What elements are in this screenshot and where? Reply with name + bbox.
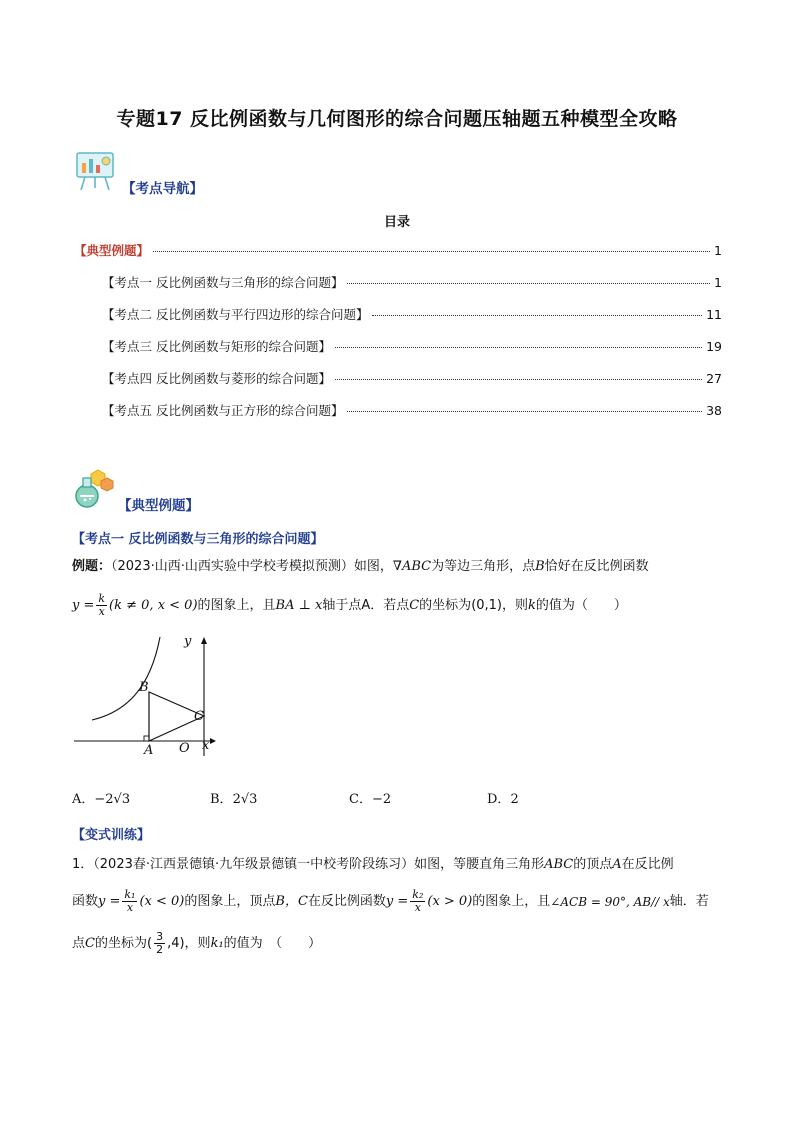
- right-angle-mark: [144, 736, 149, 741]
- example-coord: (0,1): [471, 597, 503, 613]
- option-letter: A．: [72, 792, 95, 807]
- q1-text: 轴．若: [669, 893, 709, 909]
- q1-text: 的顶点: [573, 857, 613, 872]
- toc-leader: [347, 283, 710, 284]
- q1-text: 在反比例函数: [307, 893, 386, 909]
- q1-text: 函数: [72, 893, 99, 909]
- toc-leader: [372, 315, 702, 316]
- flask-icon: [72, 466, 116, 510]
- q1-text: ，则: [184, 935, 211, 951]
- example-diagram: [70, 632, 230, 762]
- fraction-numerator: k₂: [412, 888, 424, 901]
- example-line2: [72, 593, 732, 618]
- example-point-b: B: [535, 559, 545, 574]
- option-c[interactable]: [349, 788, 391, 807]
- q1-text: 点: [72, 935, 86, 951]
- toc-leader: [347, 411, 702, 412]
- toc-main-row[interactable]: [74, 241, 722, 259]
- q1-k1: k₁: [210, 935, 224, 951]
- q1-y-eq-2: y =: [385, 893, 409, 909]
- label-x: x: [202, 738, 210, 753]
- toc-main-label: 【典型例题】: [74, 243, 150, 258]
- example-text7: 的值为（ ）: [535, 597, 627, 613]
- q1-bc: B，C: [275, 893, 308, 909]
- example-text5: 的坐标为: [419, 597, 472, 613]
- label-b: B: [139, 680, 149, 695]
- label-c: C: [194, 709, 204, 724]
- toc-item-page: 1: [714, 275, 722, 290]
- option-value: −2√3: [94, 792, 131, 807]
- toc-item[interactable]: [102, 401, 722, 419]
- q1-cond2: (x > 0): [427, 893, 473, 909]
- option-value: 2: [510, 792, 519, 807]
- example-fraction: [96, 593, 107, 618]
- option-value: −2: [371, 792, 392, 807]
- q1-text: 1．（2023春·江西景德镇·九年级景德镇一中校考阶段练习）如图，等腰直角三角形: [72, 857, 545, 872]
- q1-text: 的图象上，顶点: [184, 893, 276, 909]
- q1-cond1: (x < 0): [139, 893, 185, 909]
- toc-item-label: 【考点二 反比例函数与平行四边形的综合问题】: [102, 307, 369, 322]
- toc-item[interactable]: [102, 305, 722, 323]
- toc-item-label: 【考点一 反比例函数与三角形的综合问题】: [102, 275, 344, 290]
- topic1-label: 【考点一 反比例函数与三角形的综合问题】: [72, 532, 324, 547]
- toc-item[interactable]: [102, 369, 722, 387]
- toc-item-page: 27: [706, 371, 722, 386]
- example-tri: ∇ABC: [392, 559, 432, 574]
- q1-coord-fraction: [154, 931, 165, 956]
- example-text1: 为等边三角形，点: [431, 559, 536, 574]
- q1-point-a: A: [612, 857, 622, 872]
- example-perp: BA ⊥ x: [275, 597, 323, 613]
- option-d[interactable]: [487, 788, 519, 807]
- toc-leader: [153, 251, 710, 252]
- x-axis-arrow: [210, 738, 216, 744]
- fraction-denominator: 2: [156, 943, 164, 956]
- example-line1: [72, 557, 732, 577]
- q1-fraction-1: [122, 889, 137, 914]
- toc-item-label: 【考点四 反比例函数与菱形的综合问题】: [102, 371, 331, 386]
- fraction-numerator: 3: [156, 930, 164, 943]
- q1-y-eq: y =: [98, 893, 121, 909]
- label-o: O: [179, 741, 190, 756]
- example-prefix: 例题：: [72, 559, 112, 574]
- option-letter: B．: [210, 792, 233, 807]
- q1-text: 的坐标为: [94, 935, 147, 951]
- y-axis-arrow: [201, 637, 207, 644]
- q1-line2: [72, 889, 732, 914]
- example-y-eq: y =: [72, 597, 95, 613]
- toc-item-page: 38: [706, 403, 722, 418]
- toc-main-page: 1: [714, 243, 722, 258]
- toc-item[interactable]: [102, 337, 722, 355]
- example-k: k: [528, 597, 536, 613]
- q1-text: 在反比例: [621, 857, 674, 872]
- fraction-denominator: x: [126, 901, 134, 914]
- example-text3: 的图象上，且: [197, 597, 276, 613]
- toc-heading: 目录: [383, 215, 410, 230]
- fraction-denominator: x: [98, 605, 105, 618]
- fraction-numerator: k₁: [124, 888, 136, 901]
- q1-fraction-2: [410, 889, 425, 914]
- label-a: A: [144, 743, 154, 758]
- example-point-c: C: [409, 597, 420, 613]
- q1-line1: [72, 855, 732, 875]
- q1-point-c: C: [85, 935, 95, 951]
- example-text2: 恰好在反比例函数: [544, 559, 649, 574]
- example-text6: ，则: [502, 597, 529, 613]
- option-letter: D．: [487, 792, 511, 807]
- toc-leader: [335, 347, 702, 348]
- fraction-numerator: k: [98, 592, 106, 605]
- q1-angle: ∠ACB = 90°, AB// x: [550, 894, 670, 909]
- q1-text: 的图象上，且: [472, 893, 551, 909]
- q1-coord-rest: ,4): [167, 935, 185, 951]
- option-letter: C．: [349, 792, 372, 807]
- toc-item-label: 【考点三 反比例函数与矩形的综合问题】: [102, 339, 331, 354]
- example-text4: 轴于点A．若点: [322, 597, 410, 613]
- toc-leader: [335, 379, 702, 380]
- label-y: y: [184, 634, 192, 649]
- fraction-denominator: x: [414, 901, 421, 914]
- option-b[interactable]: [210, 788, 257, 807]
- hyperbola-curve: [92, 637, 160, 720]
- q1-abc: ABC: [544, 857, 574, 872]
- toc-item-page: 11: [706, 307, 722, 322]
- option-a[interactable]: [72, 788, 130, 807]
- q1-line3: 点 C 的坐标为 ( $\frac{3}{2}$ ,4) ，则 k₁ 的值为 （ ）: [72, 930, 322, 956]
- option-value: 2√3: [232, 792, 258, 807]
- navigation-board-icon: [74, 150, 118, 192]
- nav-section-label: 【考点导航】: [122, 181, 203, 197]
- page-title: 专题17 反比例函数与几何图形的综合问题压轴题五种模型全攻略: [116, 108, 678, 130]
- toc-item[interactable]: [102, 273, 722, 291]
- q1-text: 的值为 （ ）: [223, 935, 322, 951]
- toc-item-label: 【考点五 反比例函数与正方形的综合问题】: [102, 403, 344, 418]
- toc-item-page: 19: [706, 339, 722, 354]
- example-source: （2023·山西·山西实验中学校考模拟预测）如图，: [111, 559, 393, 574]
- example-condition: (k ≠ 0, x < 0): [109, 597, 198, 613]
- practice-label: 【变式训练】: [72, 828, 151, 843]
- section-label-typical: 【典型例题】: [118, 498, 199, 514]
